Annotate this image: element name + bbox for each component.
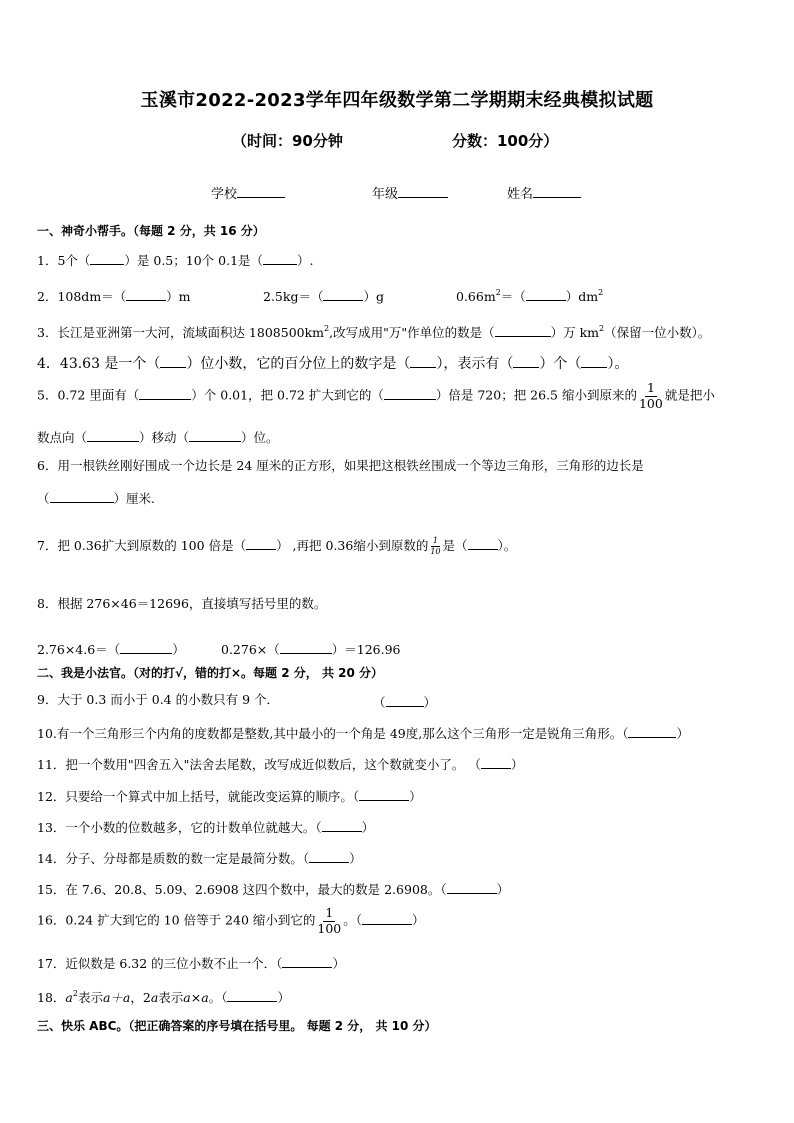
answer-blank[interactable]: [628, 725, 676, 738]
answer-blank[interactable]: [386, 694, 424, 707]
grade-field[interactable]: [372, 183, 448, 202]
question-12: 12．只要给一个算式中加上括号，就能改变运算的顺序。（ ）: [37, 789, 422, 804]
question-6-cont: （ ）厘米.: [37, 491, 155, 506]
question-2: 2．108dm＝（ ）m: [37, 289, 191, 304]
fraction-1-100: $\frac{1}{100}$: [638, 380, 663, 411]
answer-blank[interactable]: [384, 387, 436, 400]
question-11: 11．把一个数用"四舍五入"法舍去尾数，改写成近似数后，这个数就变小了。 （ ）: [37, 757, 524, 772]
answer-blank[interactable]: [160, 355, 186, 368]
question-16: 16．0.24 扩大到它的 10 倍等于 240 缩小到它的 $\frac{1}{100}$ 。（ ）: [37, 905, 425, 936]
grade-label: 年级: [372, 187, 399, 202]
exam-time: （时间：90分钟: [232, 132, 343, 150]
answer-blank[interactable]: [322, 819, 362, 832]
question-14: 14．分子、分母都是质数的数一定是最简分数。（ ）: [37, 851, 362, 866]
question-3: 3．长江是亚洲第一大河，流域面积达 $1808500km^2$,改写成用"万"作单位的数是（ ）万 $km^2$（保留一位小数）。: [37, 324, 711, 340]
answer-blank[interactable]: [447, 881, 497, 894]
fraction-1-100: $\frac{1}{100}$: [317, 905, 342, 936]
school-label: 学校: [211, 187, 238, 202]
answer-blank[interactable]: [282, 955, 332, 968]
section-2-heading: 二、我是小法官。（对的打√，错的打×。每题 2 分， 共 20 分）: [37, 666, 383, 680]
answer-blank[interactable]: [50, 490, 114, 503]
grade-blank[interactable]: [398, 185, 448, 198]
question-8: 8．根据 276×46＝12696，直接填写括号里的数。: [37, 596, 327, 611]
question-9-answer: （ ）: [373, 695, 437, 710]
question-5: 5．0.72 里面有（ ）个 0.01，把 0.72 扩大到它的（ ）倍是 720；把 26.5 缩小到原来的 $\frac{1}{100}$ 就是把小: [37, 380, 715, 411]
question-8a: 2.76×4.6＝（ ）: [37, 642, 185, 657]
answer-blank[interactable]: [227, 989, 277, 1002]
section-3-heading: 三、快乐 ABC。（把正确答案的序号填在括号里。 每题 2 分， 共 10 分）: [37, 1019, 437, 1033]
answer-blank[interactable]: [120, 641, 172, 654]
answer-blank[interactable]: [359, 788, 409, 801]
answer-blank[interactable]: [362, 912, 412, 925]
answer-blank[interactable]: [495, 324, 551, 337]
exam-score: 分数：100分）: [452, 132, 559, 150]
school-blank[interactable]: [237, 185, 285, 198]
answer-blank[interactable]: [263, 252, 297, 265]
name-field[interactable]: [507, 183, 581, 202]
answer-blank[interactable]: [581, 355, 607, 368]
answer-blank[interactable]: [90, 252, 124, 265]
section-1-heading: 一、神奇小帮手。（每题 2 分，共 16 分）: [37, 224, 265, 238]
question-13: 13．一个小数的位数越多，它的计数单位就越大。（ ）: [37, 820, 375, 835]
question-18: 18．$a^2$表示a＋a，2a表示a×a。（ ）: [37, 989, 290, 1005]
answer-blank[interactable]: [189, 429, 241, 442]
school-field[interactable]: [211, 183, 285, 202]
question-8b: 0.276×（ ）＝126.96: [221, 642, 401, 657]
answer-blank[interactable]: [280, 641, 332, 654]
question-17: 17．近似数是 6.32 的三位小数不止一个．（ ）: [37, 956, 345, 971]
answer-blank[interactable]: [87, 429, 139, 442]
question-4: 4．43.63 是一个（ ）位小数，它的百分位上的数字是（ ），表示有（ ）个（ ）。: [37, 356, 629, 372]
question-2c: $0.66m^2=$（ ）$dm^2$: [456, 288, 604, 304]
question-7: 7．把 0.36扩大到原数的 100 倍是（ ） ,再把 0.36缩小到原数的 $\frac{1}{10}$ 是（ ）。: [37, 536, 517, 556]
answer-blank[interactable]: [526, 288, 566, 301]
answer-blank[interactable]: [309, 850, 349, 863]
fraction-1-10: $\frac{1}{10}$: [430, 536, 441, 556]
name-label: 姓名: [507, 187, 534, 202]
answer-blank[interactable]: [323, 288, 363, 301]
question-10: 10.有一个三角形三个内角的度数都是整数,其中最小的一个角是 49度,那么这个三角形一定是锐角三角形。（ ）: [37, 726, 689, 741]
answer-blank[interactable]: [126, 288, 166, 301]
question-6: 6．用一根铁丝刚好围成一个边长是 24 厘米的正方形，如果把这根铁丝围成一个等边三角形，三角形的边长是: [37, 458, 644, 473]
answer-blank[interactable]: [481, 756, 511, 769]
exam-title: 玉溪市2022-2023学年四年级数学第二学期期末经典模拟试题: [140, 90, 654, 111]
question-9: 9．大于 0.3 而小于 0.4 的小数只有 9 个．: [37, 692, 280, 707]
question-5-cont: 数点向（ ）移动（ ）位。: [37, 430, 279, 445]
name-blank[interactable]: [533, 185, 581, 198]
question-15: 15．在 7.6、20.8、5.09、2.6908 这四个数中，最大的数是 2.6908。（ ）: [37, 882, 510, 897]
question-2b: 2.5kg＝（ ）g: [263, 289, 384, 304]
answer-blank[interactable]: [513, 355, 539, 368]
answer-blank[interactable]: [468, 537, 498, 550]
answer-blank[interactable]: [410, 355, 436, 368]
answer-blank[interactable]: [139, 387, 191, 400]
answer-blank[interactable]: [246, 537, 276, 550]
question-1: 1．5个（ ）是 0.5；10个 0.1是（ ）.: [37, 253, 314, 268]
